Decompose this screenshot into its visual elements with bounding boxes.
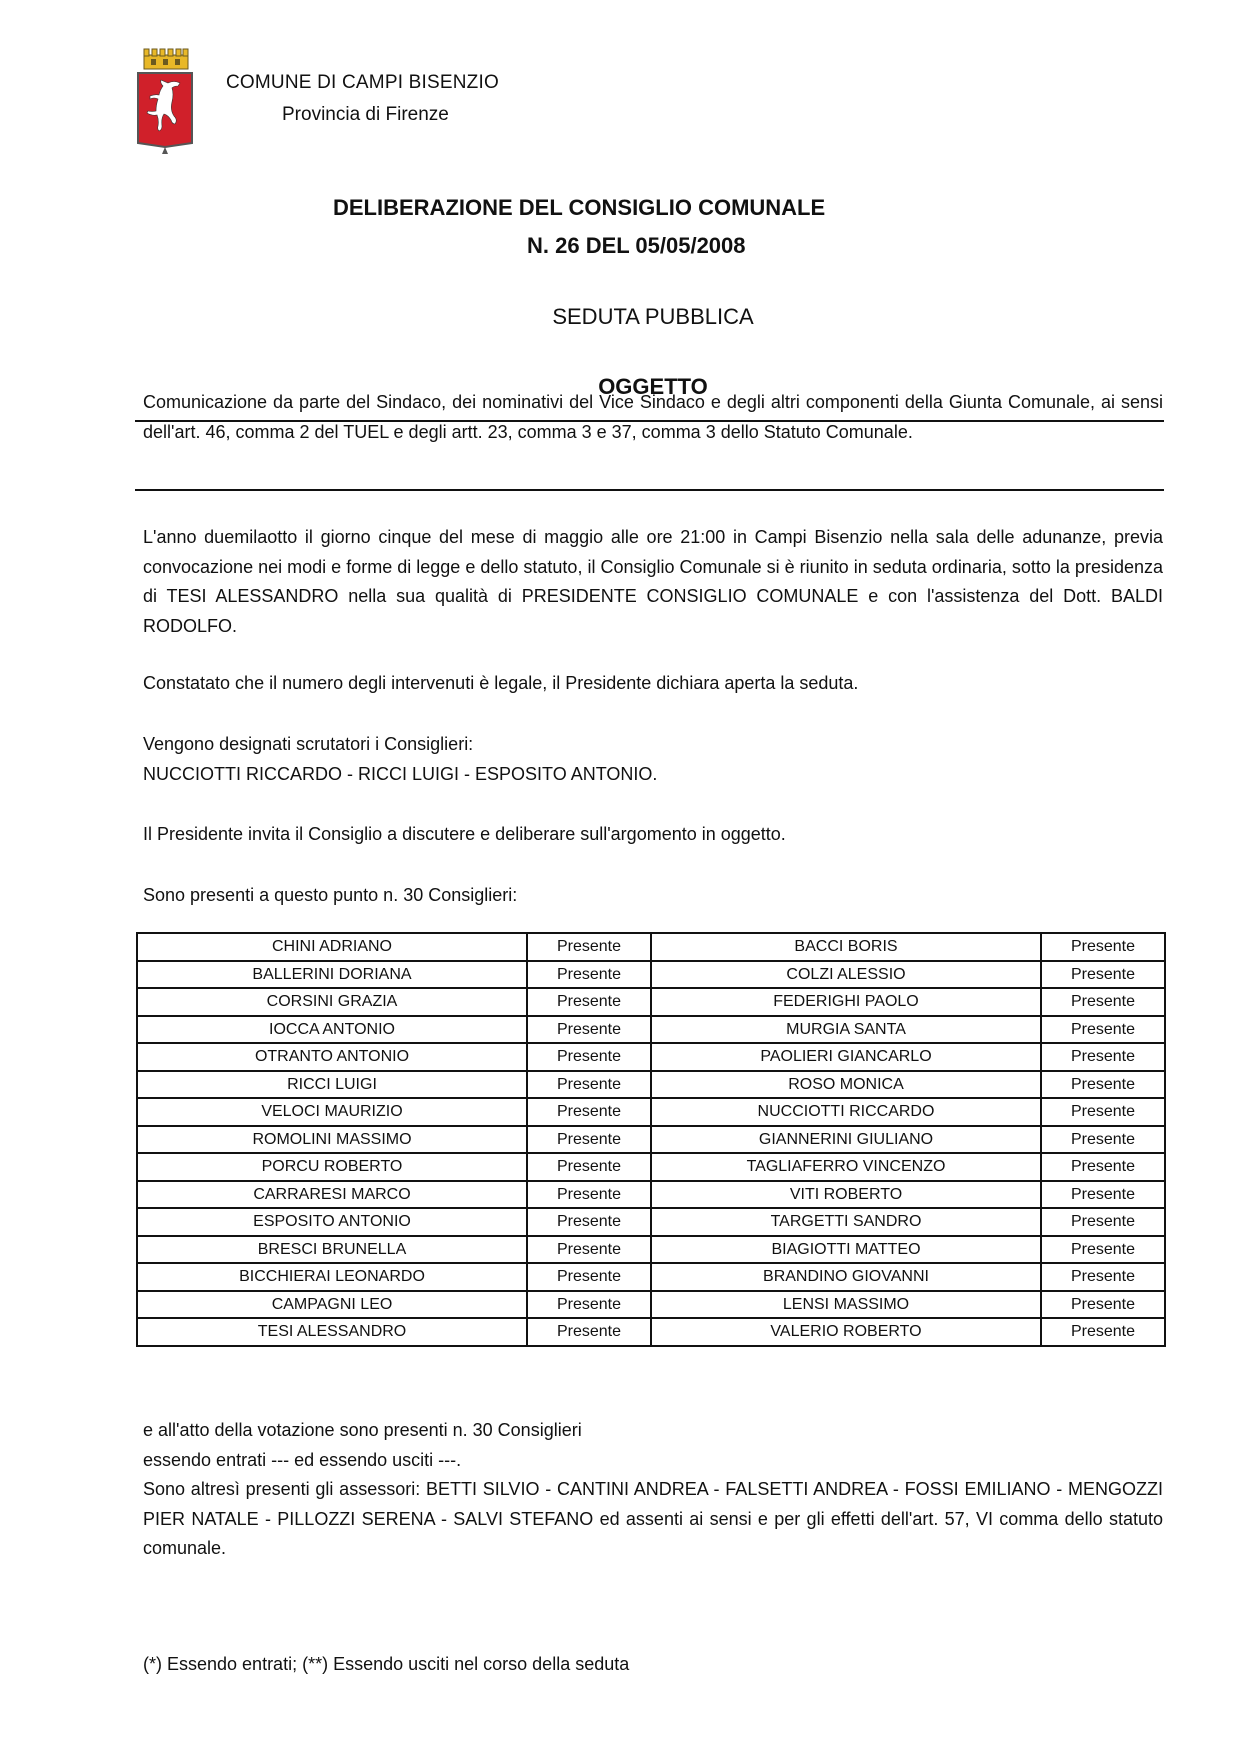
attendance-status: Presente: [527, 1126, 651, 1154]
table-row: [137, 1043, 1165, 1071]
councillor-name: BICCHIERAI LEONARDO: [137, 1263, 527, 1291]
quorum-statement: Constatato che il numero degli intervenuti è legale, il Presidente dichiara aperta la seduta.: [143, 673, 859, 693]
document-number-date: N. 26 DEL 05/05/2008: [527, 233, 746, 258]
attendance-status: Presente: [1041, 1181, 1165, 1209]
councillor-name: BACCI BORIS: [651, 933, 1041, 961]
councillor-name: BRANDINO GIOVANNI: [651, 1263, 1041, 1291]
table-row: [137, 1153, 1165, 1181]
councillor-name: IOCCA ANTONIO: [137, 1016, 527, 1044]
councillor-name: VALERIO ROBERTO: [651, 1318, 1041, 1346]
province-name: Provincia di Firenze: [282, 104, 449, 125]
councillor-name: TESI ALESSANDRO: [137, 1318, 527, 1346]
attendance-status: Presente: [527, 1263, 651, 1291]
councillor-name: FEDERIGHI PAOLO: [651, 988, 1041, 1016]
attendance-status: Presente: [1041, 1126, 1165, 1154]
attendance-status: Presente: [527, 1208, 651, 1236]
councillor-name: CARRARESI MARCO: [137, 1181, 527, 1209]
table-row: [137, 1126, 1165, 1154]
table-row: [137, 1098, 1165, 1126]
councillor-name: CHINI ADRIANO: [137, 933, 527, 961]
divider-bottom: [135, 489, 1164, 491]
attendance-table: [136, 932, 1166, 1347]
attendance-status: Presente: [527, 1181, 651, 1209]
councillor-name: VITI ROBERTO: [651, 1181, 1041, 1209]
municipality-name: COMUNE DI CAMPI BISENZIO: [226, 72, 499, 93]
councillor-name: GIANNERINI GIULIANO: [651, 1126, 1041, 1154]
attendance-status: Presente: [527, 1291, 651, 1319]
councillor-name: ESPOSITO ANTONIO: [137, 1208, 527, 1236]
councillor-name: NUCCIOTTI RICCARDO: [651, 1098, 1041, 1126]
table-row: [137, 1181, 1165, 1209]
table-row: [137, 961, 1165, 989]
table-row: [137, 988, 1165, 1016]
councillor-name: ROMOLINI MASSIMO: [137, 1126, 527, 1154]
attendance-status: Presente: [527, 1153, 651, 1181]
subject-heading: OGGETTO: [598, 374, 708, 399]
table-row: [137, 1318, 1165, 1346]
table-row: [137, 1236, 1165, 1264]
scrutineers-label: Vengono designati scrutatori i Consiglieri:: [143, 734, 474, 754]
attendance-status: Presente: [1041, 988, 1165, 1016]
table-row: [137, 933, 1165, 961]
attendance-status: Presente: [1041, 1071, 1165, 1099]
attendance-status: Presente: [1041, 1016, 1165, 1044]
councillor-name: OTRANTO ANTONIO: [137, 1043, 527, 1071]
table-row: [137, 1016, 1165, 1044]
assessors-paragraph: Sono altresì presenti gli assessori: BETTI SILVIO - CANTINI ANDREA - FALSETTI ANDREA - FOSSI EMILIANO - MENGOZZI PIER NATALE - PILLOZZI SERENA - SALVI STEFANO ed assenti ai sensi e per gli effetti dell'art. 57, VI comma dello statuto comunale.: [143, 1479, 1163, 1558]
present-count: Sono presenti a questo punto n. 30 Consiglieri:: [143, 885, 518, 905]
session-type: SEDUTA PUBBLICA: [552, 304, 754, 329]
attendance-status: Presente: [527, 988, 651, 1016]
councillor-name: BRESCI BRUNELLA: [137, 1236, 527, 1264]
attendance-status: Presente: [527, 933, 651, 961]
councillor-name: VELOCI MAURIZIO: [137, 1098, 527, 1126]
attendance-status: Presente: [527, 1071, 651, 1099]
invitation-statement: Il Presidente invita il Consiglio a discutere e deliberare sull'argomento in oggetto.: [143, 824, 786, 844]
attendance-status: Presente: [527, 1016, 651, 1044]
intro-paragraph: L'anno duemilaotto il giorno cinque del mese di maggio alle ore 21:00 in Campi Bisenzio nella sala delle adunanze, previa convocazione nei modi e forme di legge e dello statuto, il Consiglio Comunale si è riunito in seduta ordinaria, sotto la presidenza di TESI ALESSANDRO nella sua qualità di PRESIDENTE CONSIGLIO COMUNALE e con l'assistenza del Dott. BALDI RODOLFO.: [143, 527, 1163, 636]
entries-exits: essendo entrati --- ed essendo usciti ---.: [143, 1450, 462, 1470]
attendance-status: Presente: [527, 1236, 651, 1264]
councillor-name: CORSINI GRAZIA: [137, 988, 527, 1016]
councillor-name: PORCU ROBERTO: [137, 1153, 527, 1181]
attendance-status: Presente: [1041, 961, 1165, 989]
attendance-status: Presente: [1041, 933, 1165, 961]
footnote: (*) Essendo entrati; (**) Essendo usciti nel corso della seduta: [143, 1654, 630, 1674]
attendance-status: Presente: [1041, 1263, 1165, 1291]
councillor-name: RICCI LUIGI: [137, 1071, 527, 1099]
attendance-status: Presente: [527, 1318, 651, 1346]
document-title: DELIBERAZIONE DEL CONSIGLIO COMUNALE: [333, 195, 826, 220]
subject-text: Comunicazione da parte del Sindaco, dei nominativi del Vice Sindaco e degli altri componenti della Giunta Comunale, ai sensi dell'art. 46, comma 2 del TUEL e degli artt. 23, comma 3 e 37, comma 3 dello Statuto Comunale.: [143, 392, 1163, 442]
attendance-status: Presente: [1041, 1098, 1165, 1126]
councillor-name: ROSO MONICA: [651, 1071, 1041, 1099]
councillor-name: TARGETTI SANDRO: [651, 1208, 1041, 1236]
crown-icon: [144, 49, 188, 69]
councillor-name: BIAGIOTTI MATTEO: [651, 1236, 1041, 1264]
attendance-status: Presente: [1041, 1153, 1165, 1181]
councillor-name: BALLERINI DORIANA: [137, 961, 527, 989]
attendance-status: Presente: [1041, 1318, 1165, 1346]
attendance-status: Presente: [527, 1043, 651, 1071]
attendance-status: Presente: [1041, 1043, 1165, 1071]
table-row: [137, 1263, 1165, 1291]
vote-count: e all'atto della votazione sono presenti n. 30 Consiglieri: [143, 1420, 582, 1440]
attendance-status: Presente: [1041, 1236, 1165, 1264]
scrutineers-names: NUCCIOTTI RICCARDO - RICCI LUIGI - ESPOSITO ANTONIO.: [143, 764, 658, 784]
councillor-name: CAMPAGNI LEO: [137, 1291, 527, 1319]
attendance-status: Presente: [1041, 1291, 1165, 1319]
coat-of-arms-icon: [136, 47, 194, 155]
councillor-name: PAOLIERI GIANCARLO: [651, 1043, 1041, 1071]
attendance-status: Presente: [1041, 1208, 1165, 1236]
attendance-status: Presente: [527, 1098, 651, 1126]
councillor-name: COLZI ALESSIO: [651, 961, 1041, 989]
table-row: [137, 1071, 1165, 1099]
table-row: [137, 1291, 1165, 1319]
councillor-name: TAGLIAFERRO VINCENZO: [651, 1153, 1041, 1181]
table-row: [137, 1208, 1165, 1236]
councillor-name: LENSI MASSIMO: [651, 1291, 1041, 1319]
councillor-name: MURGIA SANTA: [651, 1016, 1041, 1044]
attendance-status: Presente: [527, 961, 651, 989]
